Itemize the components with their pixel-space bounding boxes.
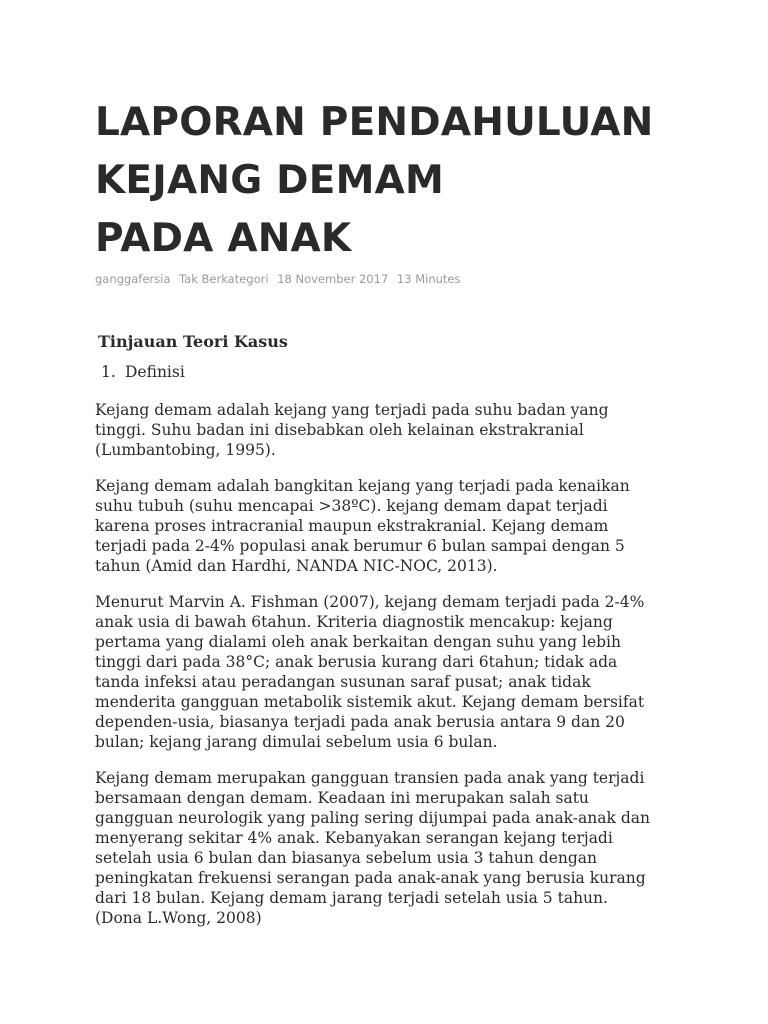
paragraph: Menurut Marvin A. Fishman (2007), kejang demam terjadi pada 2-4% anak usia di bawah 6tahun. Kriteria diagnostik mencakup: kejang pertama yang dialami oleh anak berkaitan dengan suhu yang lebih tinggi dari pada 38°C; anak berusia kurang dari 6tahun; tidak ada tanda infeksi atau peradangan susunan saraf pusat; anak tidak menderita gangguan metabolik sistemik akut. Kejang demam bersifat dependen-usia, biasanya terjadi pada anak berusia antara 9 dan 20 bulan; kejang jarang dimulai sebelum usia 6 bulan. <box>95 593 645 751</box>
document-page <box>95 94 685 928</box>
post-date[interactable]: 18 November 2017 <box>277 272 389 286</box>
numbered-list <box>95 363 685 381</box>
read-time: 13 Minutes <box>396 272 461 286</box>
paragraph: Kejang demam merupakan gangguan transien pada anak yang terjadi bersamaan dengan demam. Keadaan ini merupakan salah satu gangguan neurologik yang paling sering dijumpai pada anak-anak dan menyerang sekitar 4% anak. Kebanyakan serangan kejang terjadi setelah usia 6 bulan dan biasanya sebelum usia 3 tahun dengan peningkatan frekuensi serangan pada anak-anak yang berusia kurang dari 18 bulan. Kejang demam jarang terjadi setelah usia 5 tahun. (Dona L.Wong, 2008) <box>95 769 650 927</box>
page-title <box>95 94 685 268</box>
paragraph: Kejang demam adalah kejang yang terjadi pada suhu badan yang tinggi. Suhu badan ini disebabkan oleh kelainan ekstrakranial (Lumbantobing, 1995). <box>95 401 609 459</box>
title-line: PADA ANAK <box>95 216 352 261</box>
author-link[interactable]: ganggafersia <box>95 272 171 286</box>
list-item <box>95 363 685 381</box>
list-label: Definisi <box>125 363 185 381</box>
category-link[interactable]: Tak Berkategori <box>179 272 269 286</box>
section-heading: Tinjauan Teori Kasus <box>98 332 288 351</box>
list-number: 1. <box>101 363 116 381</box>
title-line: KEJANG DEMAM <box>95 158 445 203</box>
paragraph: Kejang demam adalah bangkitan kejang yang terjadi pada kenaikan suhu tubuh (suhu mencapai >38ºC). kejang demam dapat terjadi karena proses intracranial maupun ekstrakranial. Kejang demam terjadi pada 2-4% populasi anak berumur 6 bulan sampai dengan 5 tahun (Amid dan Hardhi, NANDA NIC-NOC, 2013). <box>95 477 630 575</box>
post-meta <box>95 272 685 286</box>
title-line: LAPORAN PENDAHULUAN <box>95 100 654 145</box>
